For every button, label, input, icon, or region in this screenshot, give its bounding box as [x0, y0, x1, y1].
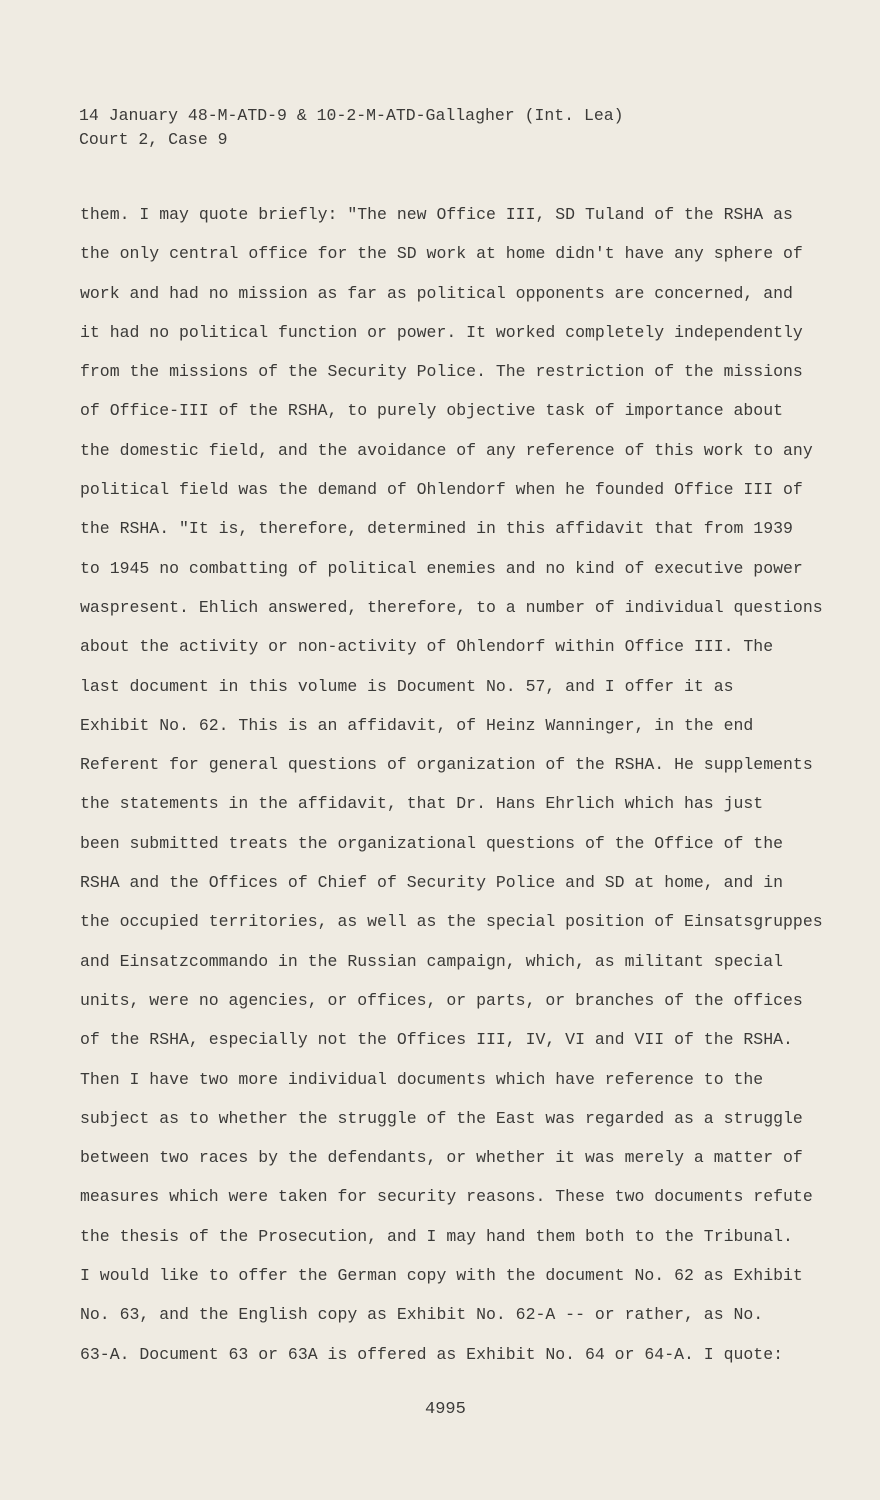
transcript-line: between two races by the defendants, or whether it was merely a matter of: [80, 1148, 803, 1168]
transcript-line: RSHA and the Offices of Chief of Security Police and SD at home, and in: [80, 873, 784, 893]
transcript-line: to 1945 no combatting of political enemies and no kind of executive power: [80, 558, 803, 578]
transcript-body: [80, 204, 823, 1383]
transcript-line: the occupied territories, as well as the special position of Einsatsgruppes: [80, 912, 823, 932]
transcript-line: the statements in the affidavit, that Dr. Hans Ehrlich which has just: [80, 794, 764, 814]
transcript-line: been submitted treats the organizational questions of the Office of the: [80, 833, 784, 853]
transcript-line: of the RSHA, especially not the Offices III, IV, VI and VII of the RSHA.: [80, 1030, 793, 1050]
transcript-line: and Einsatzcommando in the Russian campaign, which, as militant special: [80, 951, 784, 971]
transcript-line: the domestic field, and the avoidance of any reference of this work to any: [80, 440, 813, 460]
transcript-line: Referent for general questions of organization of the RSHA. He supplements: [80, 755, 813, 775]
transcript-line: No. 63, and the English copy as Exhibit No. 62-A -- or rather, as No.: [80, 1305, 764, 1325]
transcript-line: political field was the demand of Ohlendorf when he founded Office III of: [80, 480, 803, 500]
header-court-line: Court 2, Case 9: [79, 130, 228, 149]
transcript-line: about the activity or non-activity of Ohlendorf within Office III. The: [80, 637, 774, 657]
transcript-line: measures which were taken for security reasons. These two documents refute: [80, 1187, 813, 1207]
transcript-line: I would like to offer the German copy with the document No. 62 as Exhibit: [80, 1266, 803, 1286]
transcript-line: of Office-III of the RSHA, to purely objective task of importance about: [80, 401, 784, 421]
transcript-line: work and had no mission as far as political opponents are concerned, and: [80, 283, 793, 303]
transcript-line: the only central office for the SD work at home didn't have any sphere of: [80, 244, 803, 264]
transcript-line: last document in this volume is Document No. 57, and I offer it as: [80, 676, 734, 696]
transcript-line: it had no political function or power. It worked completely independently: [80, 322, 803, 342]
transcript-line: waspresent. Ehlich answered, therefore, to a number of individual questions: [80, 597, 823, 617]
transcript-line: Then I have two more individual documents which have reference to the: [80, 1069, 764, 1089]
header-session-line: 14 January 48-M-ATD-9 & 10-2-M-ATD-Gallagher (Int. Lea): [79, 106, 624, 125]
transcript-line: subject as to whether the struggle of the East was regarded as a struggle: [80, 1108, 803, 1128]
page-number: 4995: [425, 1400, 466, 1419]
transcript-line: 63-A. Document 63 or 63A is offered as Exhibit No. 64 or 64-A. I quote:: [80, 1344, 784, 1364]
transcript-line: the thesis of the Prosecution, and I may hand them both to the Tribunal.: [80, 1226, 793, 1246]
transcript-line: from the missions of the Security Police. The restriction of the missions: [80, 362, 803, 382]
transcript-line: Exhibit No. 62. This is an affidavit, of Heinz Wanninger, in the end: [80, 715, 754, 735]
transcript-line: the RSHA. "It is, therefore, determined in this affidavit that from 1939: [80, 519, 793, 539]
transcript-line: units, were no agencies, or offices, or parts, or branches of the offices: [80, 990, 803, 1010]
transcript-line: them. I may quote briefly: "The new Office III, SD Tuland of the RSHA as: [80, 205, 793, 224]
